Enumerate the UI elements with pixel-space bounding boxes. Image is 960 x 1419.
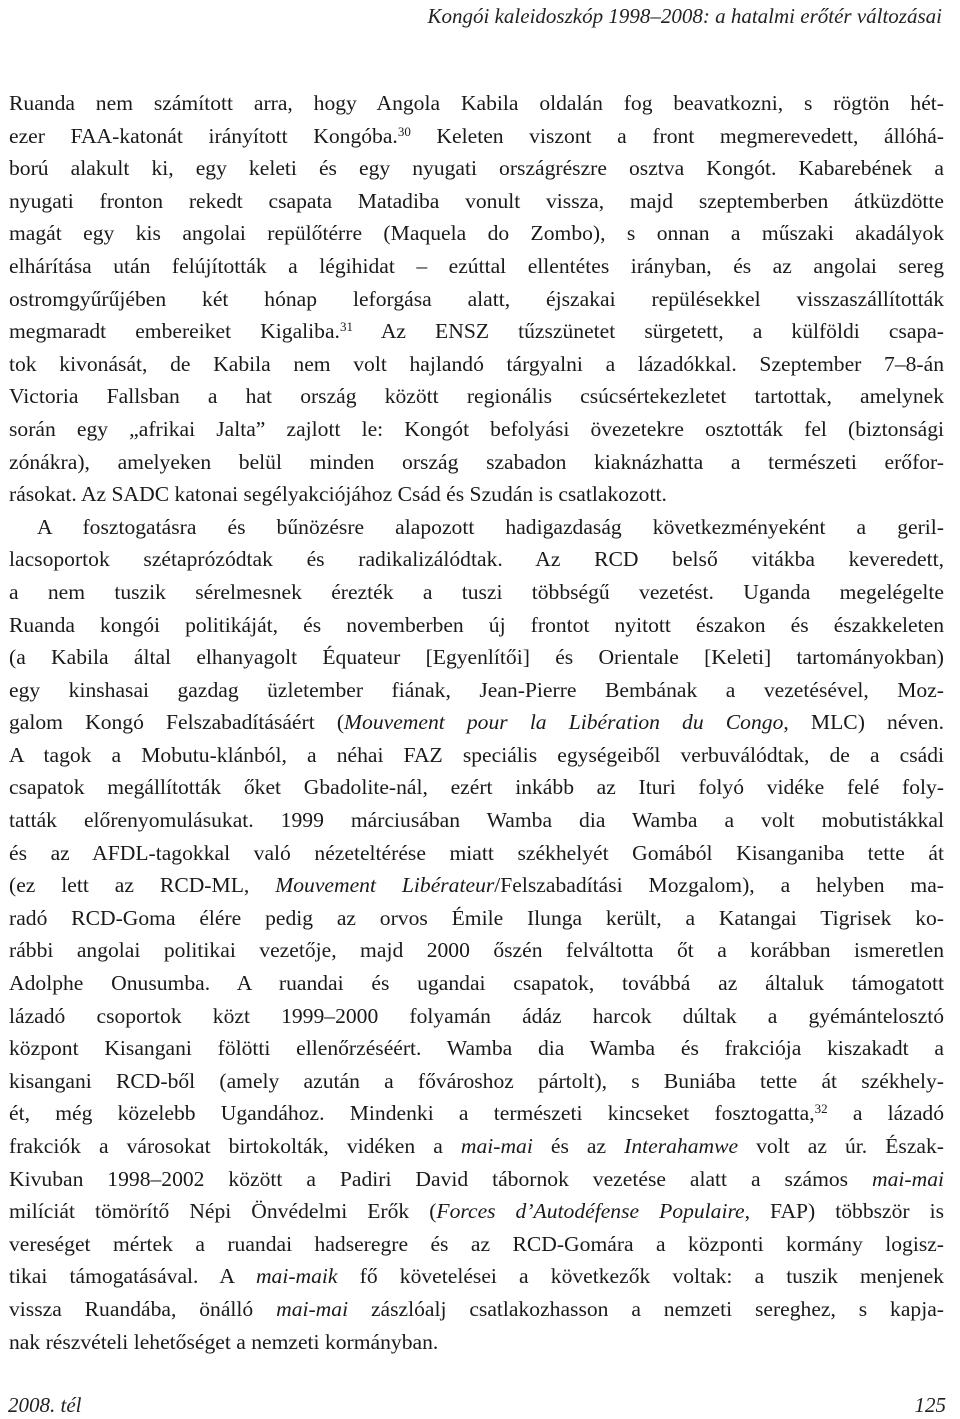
text-line: ezer FAA-katonát irányított Kongóba.$^{30}$ Keleten viszont a front megmerevedett, állóhá- xyxy=(9,123,944,148)
text-line: ét, még közelebb Ugandához. Mindenki a természeti kincseket fosztogatta,$^{32}$ a lázadó xyxy=(9,1101,944,1126)
text-line: ostromgyűrűjében két hónap leforgása alatt, éjszakai repülésekkel visszaszállították xyxy=(9,286,944,311)
text-line: (ez lett az RCD-ML, Mouvement Libérateur/Felszabadítási Mozgalom), a helyben ma- xyxy=(9,873,944,898)
text-line: vereséget mértek a ruandai hadseregre és az RCD-Gomára a központi kormány logisz- xyxy=(9,1231,944,1256)
italic-term: Forces d’Autodéfense Populaire xyxy=(436,1199,745,1224)
text-line: rásokat. Az SADC katonai segélyakciójához Csád és Szudán is csatlakozott. xyxy=(9,482,667,507)
text-line: megmaradt embereiket Kigaliba.$^{31}$ Az ENSZ tűzszünetet sürgetett, a külföldi csapa- xyxy=(9,319,944,344)
text-line: egy kinshasai gazdag üzletember fiának, Jean-Pierre Bembának a vezetésével, Moz- xyxy=(9,677,944,702)
text-line: ború alakult ki, egy keleti és egy nyugati országrészre osztva Kongót. Kabarebének a xyxy=(9,156,944,181)
issue-label: 2008. tél xyxy=(8,1393,82,1417)
text-line: milíciát tömörítő Népi Önvédelmi Erők (Forces d’Autodéfense Populaire, FAP) többször is xyxy=(9,1199,944,1224)
text-line: tikai támogatásával. A mai-maik fő követelései a következők voltak: a tuszik menjenek xyxy=(9,1264,944,1289)
text-line: Kivuban 1998–2002 között a Padiri David tábornok vezetése alatt a számos mai-mai xyxy=(9,1166,944,1191)
text-line: központ Kisangani fölötti ellenőrzéséért. Wamba dia Wamba és frakciója kiszakadt a xyxy=(9,1036,944,1061)
text-line: csapatok megállították őket Gbadolite-nál, ezért inkább az Ituri folyó vidéke felé foly- xyxy=(9,775,944,800)
text-line: Ruanda nem számított arra, hogy Angola Kabila oldalán fog beavatkozni, s rögtön hét- xyxy=(9,91,944,115)
text-line: vissza Ruandába, önálló mai-mai zászlóalj csatlakozhasson a nemzeti sereghez, s kapja- xyxy=(9,1296,944,1321)
text-line: A fosztogatásra és bűnözésre alapozott hadigazdaság következményeként a geril- xyxy=(37,514,944,539)
italic-term: mai-mai xyxy=(872,1166,944,1191)
text-line: magát egy kis angolai repülőtérre (Maquela do Zombo), s onnan a műszaki akadályok xyxy=(9,221,944,246)
italic-term: Mouvement pour la Libération du Congo xyxy=(344,710,784,735)
page-number: 125 xyxy=(914,1393,946,1417)
text-line: A tagok a Mobutu-klánból, a néhai FAZ speciális egységeiből verbuválódtak, de a csádi xyxy=(9,742,944,767)
footnote-ref-31: 31 xyxy=(339,319,353,335)
running-header xyxy=(18,2,942,30)
text-line: lázadó csoportok közt 1999–2000 folyamán ádáz harcok dúltak a gyémántelosztó xyxy=(9,1003,944,1028)
italic-term: Mouvement Libérateur xyxy=(275,873,495,898)
italic-term: mai-mai xyxy=(460,1134,533,1158)
text-line: zónákra), amelyeken belül minden ország szabadon kiaknázhatta a természeti erőfor- xyxy=(9,449,944,474)
text-line: frakciók a városokat birtokolták, vidéken a mai-mai és az Interahamwe volt az úr. Észak- xyxy=(9,1134,944,1158)
italic-term: mai-mai xyxy=(276,1296,349,1321)
text-line: galom Kongó Felszabadításáért (Mouvement pour la Libération du Congo, MLC) néven. xyxy=(9,710,944,735)
page-footer xyxy=(8,1393,946,1419)
text-line: (a Kabila által elhanyagolt Équateur [Egyenlítői] és Orientale [Keleti] tartományokban) xyxy=(9,645,944,670)
running-title: Kongói kaleidoszkóp 1998–2008: a hatalmi erőtér változásai xyxy=(427,4,942,28)
text-line: tok kivonását, de Kabila nem volt hajlandó tárgyalni a lázadókkal. Szeptember 7–8-án xyxy=(9,351,944,376)
text-line: tatták előrenyomulásukat. 1999 márciusában Wamba dia Wamba a volt mobutistákkal xyxy=(9,808,944,833)
italic-term: mai-maik xyxy=(255,1264,338,1289)
text-line: lacsoportok szétaprózódtak és radikalizálódtak. Az RCD belső vitákba keveredett, xyxy=(9,547,944,572)
text-line: nyugati fronton rekedt csapata Matadiba vonult vissza, majd szeptemberben átküzdötte xyxy=(9,188,944,213)
text-line: elhárítása után felújították a légihidat – ezúttal ellentétes irányban, és az angolai sereg xyxy=(9,253,944,278)
text-line: nak részvételi lehetőséget a nemzeti kormányban. xyxy=(9,1329,439,1354)
italic-term: Interahamwe xyxy=(624,1134,739,1158)
footnote-ref-32: 32 xyxy=(814,1101,828,1117)
text-line: a nem tuszik sérelmesnek érezték a tuszi többségű vezetést. Uganda megelégelte xyxy=(9,579,944,604)
text-line: Adolphe Onusumba. A ruandai és ugandai csapatok, továbbá az általuk támogatott xyxy=(9,971,944,996)
paragraph-2 xyxy=(9,511,944,1358)
text-line: és az AFDL-tagokkal való nézeteltérése miatt székhelyét Gomából Kisanganiba tette át xyxy=(9,840,944,865)
text-line: Victoria Fallsban a hat ország között regionális csúcsértekezletet tartottak, amelynek xyxy=(9,384,944,409)
body-text xyxy=(9,87,944,1358)
paragraph-1 xyxy=(9,87,944,511)
text-line: radó RCD-Goma élére pedig az orvos Émile Ilunga került, a Katangai Tigrisek ko- xyxy=(9,905,944,930)
text-line: Ruanda kongói politikáját, és novemberben új frontot nyitott északon és északkeleten xyxy=(9,612,944,637)
text-line: kisangani RCD-ből (amely azután a fővároshoz pártolt), s Buniába tette át székhely- xyxy=(9,1068,944,1093)
text-line: során egy „afrikai Jalta” zajlott le: Kongót befolyási övezetekre osztották fel (biztonsági xyxy=(9,416,944,441)
text-line: rábbi angolai politikai vezetője, majd 2000 őszén felváltotta őt a korábban ismeretlen xyxy=(9,938,944,963)
footnote-ref-30: 30 xyxy=(397,123,411,139)
